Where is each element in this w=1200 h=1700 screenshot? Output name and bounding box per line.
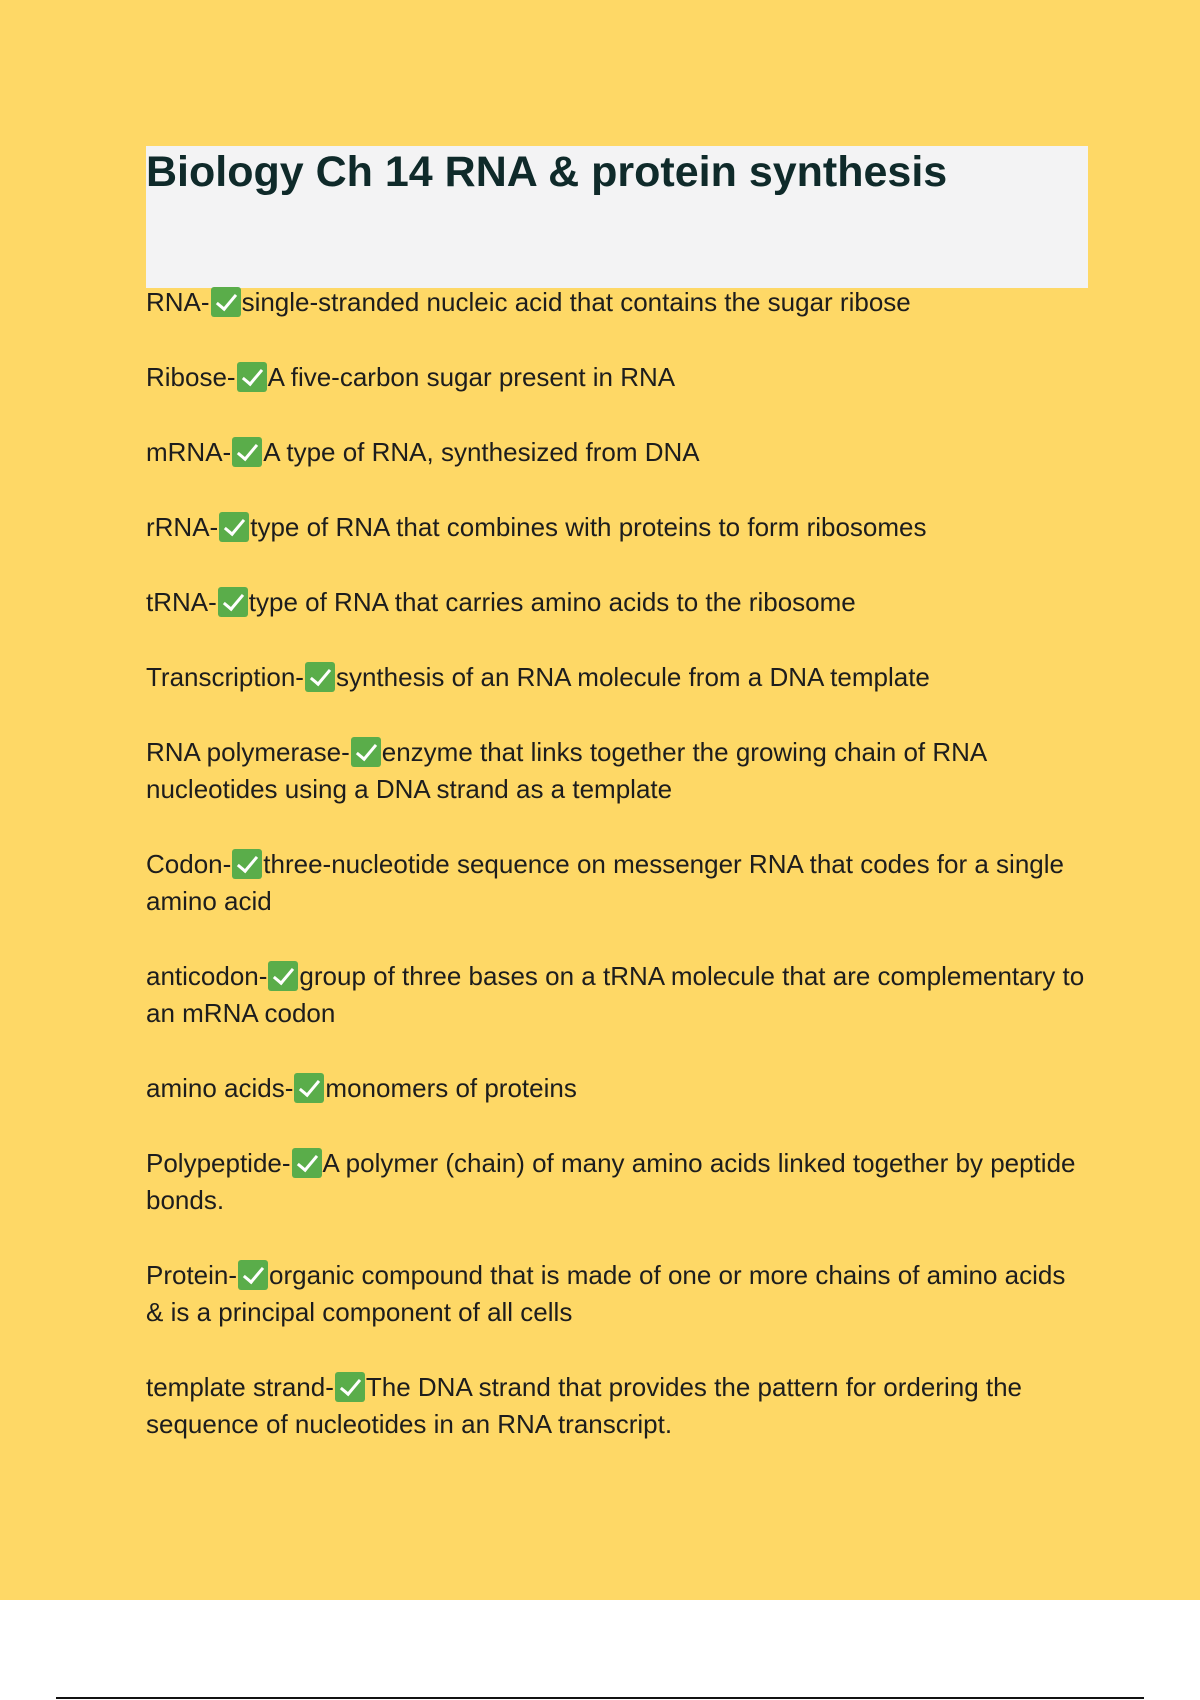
entry-definition: The DNA strand that provides the pattern for ordering the sequence of nucleotides in an RNA transcript. [146,1372,1023,1439]
entry-term: amino acids- [146,1073,294,1103]
entry-term: anticodon- [146,961,268,991]
list-item [146,584,1088,621]
list-item [146,284,1088,321]
list-item [146,734,1088,808]
check-mark-icon [238,1260,268,1290]
list-item [146,659,1088,696]
entry-term: Ribose- [146,362,236,392]
check-mark-icon [218,587,248,617]
entry-definition: type of RNA that carries amino acids to the ribosome [248,587,856,617]
list-item [146,434,1088,471]
bottom-divider [56,1697,1144,1699]
list-item [146,509,1088,546]
check-mark-icon [232,437,262,467]
list-item [146,359,1088,396]
entry-list [146,284,1088,1481]
page-title: Biology Ch 14 RNA & protein synthesis [146,148,948,196]
entry-term: Codon- [146,849,232,879]
check-mark-icon [292,1148,322,1178]
list-item [146,1257,1088,1331]
entry-term: Transcription- [146,662,304,692]
entry-definition: synthesis of an RNA molecule from a DNA template [335,662,930,692]
entry-term: RNA polymerase- [146,737,350,767]
check-mark-icon [237,362,267,392]
entry-definition: monomers of proteins [325,1073,577,1103]
list-item [146,846,1088,920]
entry-term: tRNA- [146,587,217,617]
entry-term: template strand- [146,1372,334,1402]
entry-definition: group of three bases on a tRNA molecule that are complementary to an mRNA codon [146,961,1085,1028]
title-box [146,146,1088,288]
entry-definition: A type of RNA, synthesized from DNA [263,437,700,467]
check-mark-icon [211,287,241,317]
check-mark-icon [232,849,262,879]
check-mark-icon [268,961,298,991]
entry-term: Polypeptide- [146,1148,291,1178]
entry-definition: A five-carbon sugar present in RNA [267,362,676,392]
check-mark-icon [219,512,249,542]
list-item [146,1145,1088,1219]
entry-definition: enzyme that links together the growing chain of RNA nucleotides using a DNA strand as a template [146,737,986,804]
check-mark-icon [351,737,381,767]
entry-term: RNA- [146,287,210,317]
list-item [146,1070,1088,1107]
entry-definition: three-nucleotide sequence on messenger RNA that codes for a single amino acid [146,849,1064,916]
check-mark-icon [305,662,335,692]
entry-term: rRNA- [146,512,219,542]
check-mark-icon [294,1073,324,1103]
entry-definition: type of RNA that combines with proteins to form ribosomes [250,512,927,542]
entry-definition: A polymer (chain) of many amino acids linked together by peptide bonds. [146,1148,1076,1215]
list-item [146,1369,1088,1443]
entry-definition: single-stranded nucleic acid that contains the sugar ribose [241,287,911,317]
check-mark-icon [335,1372,365,1402]
entry-term: Protein- [146,1260,238,1290]
entry-definition: organic compound that is made of one or more chains of amino acids & is a principal component of all cells [146,1260,1066,1327]
list-item [146,958,1088,1032]
entry-term: mRNA- [146,437,232,467]
